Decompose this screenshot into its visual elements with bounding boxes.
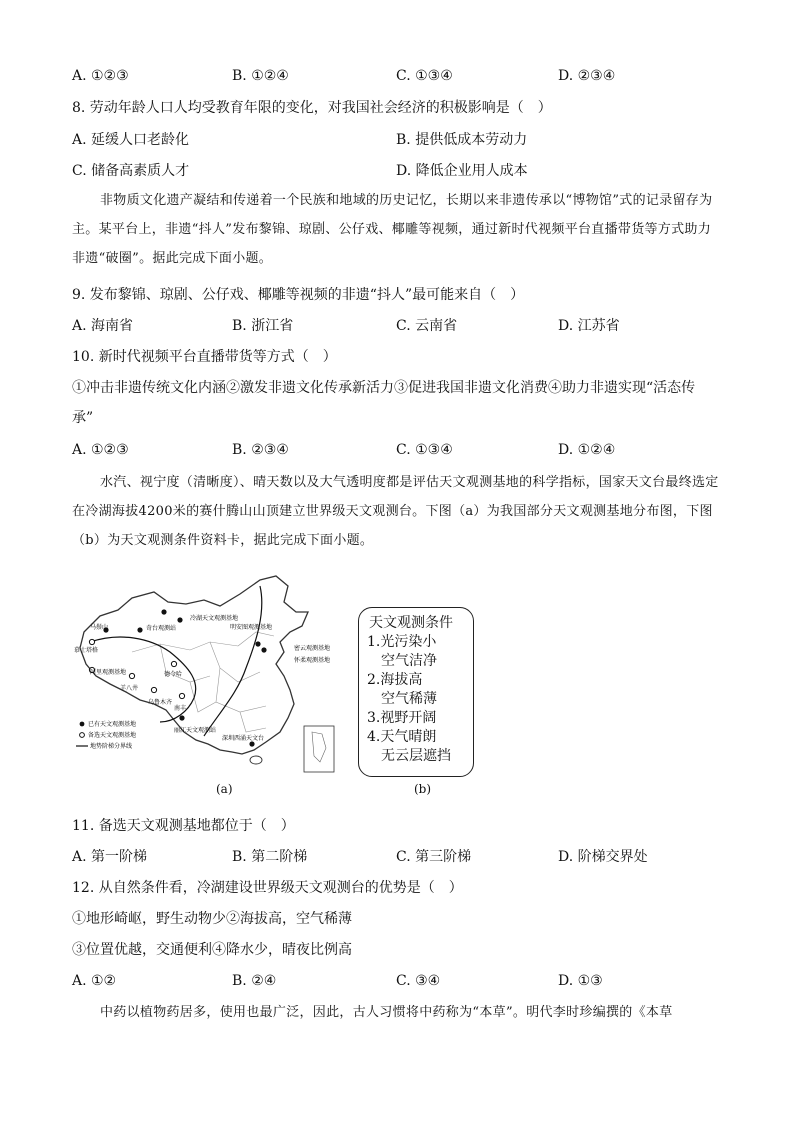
card-item-1b: 空气洁净 [381,653,437,669]
q8-option-a: A. 延缓人口老龄化 [72,132,190,148]
q8-stem: 8. 劳动年龄人口人均受教育年限的变化，对我国社会经济的积极影响是（ ） [72,100,552,116]
passage-intangible-heritage: 非物质文化遗产凝结和传递着一个民族和地域的历史记忆，长期以来非遗传承以“博物馆”式的记录留存为主。某平台上，非遗“抖人”发布黎锦、琼剧、公仔戏、椰雕等视频，通过新时代视频平台直播带货等方式助力非遗“破圈”。据此完成下面小题。 [72,193,713,266]
passage-astronomy: 水汽、视宁度（清晰度）、晴天数以及大气透明度都是评估天文观测基地的科学指标，国家天文台最终选定在冷湖海拔4200米的赛什腾山山顶建立世界级天文观测台。下图（a）为我国部分天文观测基地分布图，下图（b）为天文观测条件资料卡，据此完成下面小题。 [72,475,719,548]
q11-stem: 11. 备选天文观测基地都位于（ ） [72,818,295,834]
q10-option-b: B. ②③④ [232,442,289,458]
map-label-muztagh: 慕士塔格 [74,647,99,654]
q12-stem: 12. 从自然条件看，冷湖建设世界级天文观测台的优势是（ ） [72,880,463,896]
q10-option-a: A. ①②③ [72,442,129,458]
q7-option-b: B. ①②④ [232,68,289,84]
q9-stem: 9. 发布黎锦、琼剧、公仔戏、椰雕等视频的非遗“抖人”最可能来自（ ） [72,287,525,303]
china-observatory-map [70,572,348,782]
card-item-3: 3.视野开阔 [367,710,437,726]
card-item-4b: 无云层遮挡 [381,748,451,764]
q7-option-c: C. ①③④ [396,68,453,84]
q12-option-c: C. ③④ [396,973,441,989]
q10-stem: 10. 新时代视频平台直播带货等方式（ ） [72,349,337,365]
q8-option-c: C. 储备高素质人才 [72,163,190,179]
legend-existing: 已有天文观测基地 [88,721,137,728]
map-label-tianwen: 南丰 [174,705,187,712]
map-label-wulu: 乌鲁木齐 [148,699,173,706]
card-item-4: 4.天气晴朗 [367,729,437,745]
q12-statements: ①地形崎岖，野生动物少②海拔高，空气稀薄 [72,911,352,927]
q12-option-a: A. ①② [72,973,117,989]
q8-option-d: D. 降低企业用人成本 [396,163,528,179]
q12-option-b: B. ②④ [232,973,277,989]
card-item-2b: 空气稀薄 [381,691,437,707]
q10-option-d: D. ①②④ [558,442,616,458]
q12-statements-cont: ③位置优越，交通便利④降水少，晴夜比例高 [72,942,352,958]
q9-option-b: B. 浙江省 [232,318,294,334]
q11-option-c: C. 第三阶梯 [396,849,472,865]
q8-option-b: B. 提供低成本劳动力 [396,132,528,148]
passage-herbal: 中药以植物药居多，使用也最广泛，因此，古人习惯将中药称为“本草”。明代李时珍编撰的《本草 [100,1005,673,1020]
q9-option-c: C. 云南省 [396,318,458,334]
map-label-delingha: 德令哈 [164,671,183,678]
map-label-miyun: 密云观测基地 [294,645,331,652]
figure-a-caption: (a) [216,782,233,796]
map-label-shanghai: 深圳西涌天文台 [222,735,265,742]
legend-step-line: 地势阶梯分界线 [90,743,133,750]
q10-option-c: C. ①③④ [396,442,453,458]
q12-option-d: D. ①③ [558,973,603,989]
q9-option-d: D. 江苏省 [558,318,620,334]
map-label-lhasa: 羊八井 [120,685,139,692]
map-label-gaomeigu: 丽江天文观测站 [174,727,217,734]
map-label-huairou: 怀柔观测基地 [294,657,331,664]
card-title: 天文观测条件 [369,615,453,631]
map-label-mingantu: 明安图观测基地 [230,624,273,631]
q11-option-b: B. 第二阶梯 [232,849,308,865]
observation-conditions-card [358,607,474,777]
map-label-mazong: 马鬃山 [90,624,109,631]
q10-statements-cont: 承” [72,410,94,426]
card-item-2: 2.海拔高 [367,672,423,688]
q9-option-a: A. 海南省 [72,318,134,334]
map-label-lenghu: 冷湖天文观测基地 [190,615,239,622]
map-label-ali: 阿里观测基地 [90,669,127,676]
map-label-qitai: 奇台观测站 [146,625,177,632]
q10-statements: ①冲击非遗传统文化内涵②激发非遗文化传承新活力③促进我国非遗文化消费④助力非遗实现“活态传 [72,380,696,396]
q11-option-d: D. 阶梯交界处 [558,849,648,865]
card-item-1: 1.光污染小 [367,634,437,650]
q7-option-a: A. ①②③ [72,68,129,84]
q7-option-d: D. ②③④ [558,68,616,84]
figure-b-caption: (b) [414,782,432,796]
q11-option-a: A. 第一阶梯 [72,849,148,865]
legend-candidate: 备选天文观测基地 [88,732,137,739]
